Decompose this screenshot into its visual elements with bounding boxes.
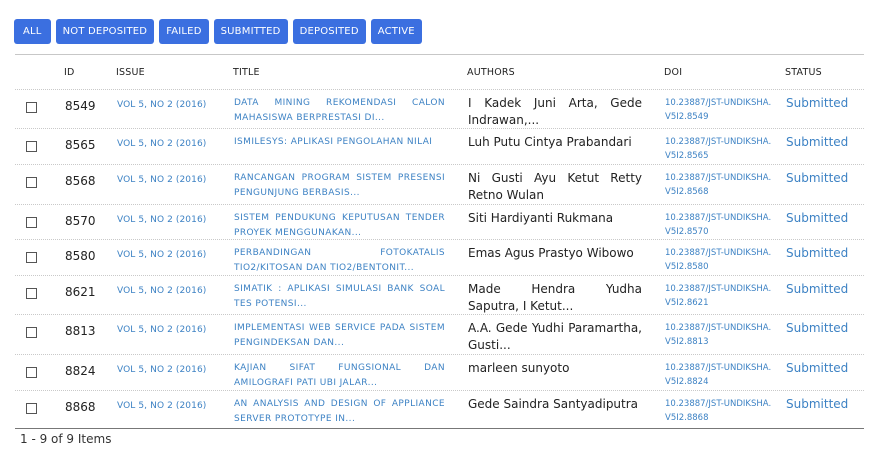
row-select-checkbox[interactable] xyxy=(26,141,37,152)
table-row[interactable] xyxy=(15,204,864,240)
doi-link[interactable]: 10.23887/JST-UNDIKSHA.V5I2.8813 xyxy=(665,323,772,347)
authors-text: Emas Agus Prastyo Wibowo xyxy=(468,246,634,260)
submission-id: 8621 xyxy=(65,285,96,299)
issue-link[interactable]: VOL 5, NO 2 (2016) xyxy=(117,215,207,225)
doi-link[interactable]: 10.23887/JST-UNDIKSHA.V5I2.8549 xyxy=(665,98,772,122)
doi-link[interactable]: 10.23887/JST-UNDIKSHA.V5I2.8570 xyxy=(665,213,772,237)
submission-id: 8568 xyxy=(65,174,96,188)
column-header-doi[interactable]: DOI xyxy=(664,67,683,78)
row-select-checkbox[interactable] xyxy=(26,177,37,188)
submissions-table xyxy=(15,54,864,429)
authors-text: I Kadek Juni Arta, Gede Indrawan,... xyxy=(468,96,642,127)
doi-link[interactable]: 10.23887/JST-UNDIKSHA.V5I2.8565 xyxy=(665,137,772,161)
submission-id: 8570 xyxy=(65,214,96,228)
title-link[interactable]: KAJIAN SIFAT FUNGSIONAL DAN AMILOGRAFI PATI UBI JALAR... xyxy=(234,363,445,388)
filter-not-deposited-button[interactable]: NOT DEPOSITED xyxy=(56,19,155,44)
status-filter-bar xyxy=(14,19,422,44)
authors-text: Ni Gusti Ayu Ketut Retty Retno Wulan xyxy=(468,171,642,202)
issue-link[interactable]: VOL 5, NO 2 (2016) xyxy=(117,100,207,110)
column-header-issue[interactable]: ISSUE xyxy=(116,67,145,78)
submission-id: 8549 xyxy=(65,99,96,113)
filter-submitted-button[interactable]: SUBMITTED xyxy=(214,19,288,44)
title-link[interactable]: SIMATIK : APLIKASI SIMULASI BANK SOAL TES POTENSI... xyxy=(234,284,445,309)
filter-all-button[interactable]: ALL xyxy=(14,19,51,44)
row-select-checkbox[interactable] xyxy=(26,367,37,378)
issue-link[interactable]: VOL 5, NO 2 (2016) xyxy=(117,365,207,375)
title-link[interactable]: AN ANALYSIS AND DESIGN OF APPLIANCE SERVER PROTOTYPE IN... xyxy=(234,399,445,424)
doi-link[interactable]: 10.23887/JST-UNDIKSHA.V5I2.8621 xyxy=(665,284,772,308)
issue-link[interactable]: VOL 5, NO 2 (2016) xyxy=(117,286,207,296)
issue-link[interactable]: VOL 5, NO 2 (2016) xyxy=(117,139,207,149)
table-row[interactable] xyxy=(15,164,864,205)
status-link[interactable]: Submitted xyxy=(786,96,849,110)
authors-text: marleen sunyoto xyxy=(468,361,570,375)
doi-link[interactable]: 10.23887/JST-UNDIKSHA.V5I2.8580 xyxy=(665,248,772,272)
title-link[interactable]: RANCANGAN PROGRAM SISTEM PRESENSI PENGUNJUNG BERBASIS... xyxy=(234,173,445,198)
status-link[interactable]: Submitted xyxy=(786,211,849,225)
authors-text: A.A. Gede Yudhi Paramartha, Gusti... xyxy=(468,321,642,352)
filter-deposited-button[interactable]: DEPOSITED xyxy=(293,19,366,44)
title-link[interactable]: DATA MINING REKOMENDASI CALON MAHASISWA BERPRESTASI DI... xyxy=(234,98,445,123)
authors-text: Luh Putu Cintya Prabandari xyxy=(468,135,632,149)
table-row[interactable] xyxy=(15,354,864,391)
issue-link[interactable]: VOL 5, NO 2 (2016) xyxy=(117,175,207,185)
filter-failed-button[interactable]: FAILED xyxy=(159,19,208,44)
title-link[interactable]: SISTEM PENDUKUNG KEPUTUSAN TENDER PROYEK MENGGUNAKAN... xyxy=(234,213,445,238)
table-row[interactable] xyxy=(15,390,864,428)
column-header-authors[interactable]: AUTHORS xyxy=(467,67,515,78)
title-link[interactable]: IMPLEMENTASI WEB SERVICE PADA SISTEM PENGINDEKSAN DAN... xyxy=(234,323,445,348)
row-select-checkbox[interactable] xyxy=(26,252,37,263)
title-link[interactable]: ISMILESYS: APLIKASI PENGOLAHAN NILAI xyxy=(234,137,433,147)
submission-id: 8824 xyxy=(65,364,96,378)
status-link[interactable]: Submitted xyxy=(786,321,849,335)
column-header-status[interactable]: STATUS xyxy=(785,67,822,78)
table-row[interactable] xyxy=(15,239,864,276)
status-link[interactable]: Submitted xyxy=(786,135,849,149)
table-row[interactable] xyxy=(15,314,864,355)
row-select-checkbox[interactable] xyxy=(26,102,37,113)
status-link[interactable]: Submitted xyxy=(786,361,849,375)
status-link[interactable]: Submitted xyxy=(786,171,849,185)
authors-text: Siti Hardiyanti Rukmana xyxy=(468,211,614,225)
column-header-title[interactable]: TITLE xyxy=(233,67,260,78)
authors-text: Gede Saindra Santyadiputra xyxy=(468,397,639,411)
issue-link[interactable]: VOL 5, NO 2 (2016) xyxy=(117,325,207,335)
table-row[interactable] xyxy=(15,89,864,129)
authors-text: Made Hendra Yudha Saputra, I Ketut... xyxy=(468,282,642,313)
row-select-checkbox[interactable] xyxy=(26,327,37,338)
submission-id: 8813 xyxy=(65,324,96,338)
submission-id: 8868 xyxy=(65,400,96,414)
table-row[interactable] xyxy=(15,128,864,165)
submission-id: 8580 xyxy=(65,249,96,263)
row-select-checkbox[interactable] xyxy=(26,288,37,299)
issue-link[interactable]: VOL 5, NO 2 (2016) xyxy=(117,401,207,411)
row-select-checkbox[interactable] xyxy=(26,403,37,414)
status-link[interactable]: Submitted xyxy=(786,246,849,260)
doi-link[interactable]: 10.23887/JST-UNDIKSHA.V5I2.8568 xyxy=(665,173,772,197)
issue-link[interactable]: VOL 5, NO 2 (2016) xyxy=(117,250,207,260)
table-row[interactable] xyxy=(15,275,864,315)
title-link[interactable]: PERBANDINGAN FOTOKATALIS TIO2/KITOSAN DAN TIO2/BENTONIT... xyxy=(234,248,445,273)
column-header-id[interactable]: ID xyxy=(64,67,75,78)
pagination-summary: 1 - 9 of 9 Items xyxy=(20,432,112,446)
status-link[interactable]: Submitted xyxy=(786,282,849,296)
filter-active-button[interactable]: ACTIVE xyxy=(371,19,422,44)
status-link[interactable]: Submitted xyxy=(786,397,849,411)
doi-link[interactable]: 10.23887/JST-UNDIKSHA.V5I2.8868 xyxy=(665,399,772,423)
doi-link[interactable]: 10.23887/JST-UNDIKSHA.V5I2.8824 xyxy=(665,363,772,387)
submission-id: 8565 xyxy=(65,138,96,152)
row-select-checkbox[interactable] xyxy=(26,217,37,228)
